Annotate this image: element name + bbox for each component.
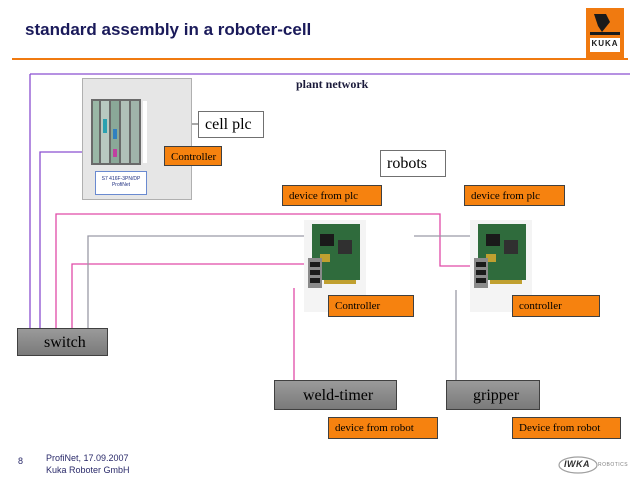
device-from-robot-right-label: Device from robot <box>512 417 621 439</box>
plc-module-caption-1: S7 416F-3PN/DP <box>101 176 141 182</box>
plc-module-caption-box <box>95 171 147 195</box>
card-controller-right-label: controller <box>512 295 600 317</box>
robot-bus-line <box>56 214 480 328</box>
device-from-plc-right-label: device from plc <box>464 185 565 206</box>
switch-box: switch <box>17 328 108 356</box>
footer-line-2: Kuka Roboter GmbH <box>46 465 130 475</box>
iwka-logo-sub: ROBOTICS <box>598 462 629 468</box>
device-bus-line <box>88 236 314 328</box>
page-number: 8 <box>18 456 24 466</box>
gripper-box: gripper <box>446 380 540 410</box>
plc-controller-label: Controller <box>164 146 222 166</box>
plc-module-caption-2: ProfiNet <box>111 182 131 188</box>
robots-label: robots <box>380 150 446 177</box>
plc-rack-image <box>82 78 192 200</box>
weld-timer-box: weld-timer <box>274 380 397 410</box>
kuka-logo-text: KUKA <box>591 39 619 48</box>
device-from-robot-left-label: device from robot <box>328 417 438 439</box>
footer-line-1: ProfiNet, 17.09.2007 <box>46 453 129 463</box>
plant-network-label: plant network <box>296 77 369 91</box>
iwka-logo-text: IWKA <box>564 459 590 469</box>
robot-bus-line-2 <box>72 264 312 328</box>
cell-plc-label: cell plc <box>198 111 264 138</box>
slide-title: standard assembly in a roboter-cell <box>25 20 312 39</box>
device-from-plc-left-label: device from plc <box>282 185 382 206</box>
card-controller-left-label: Controller <box>328 295 414 317</box>
